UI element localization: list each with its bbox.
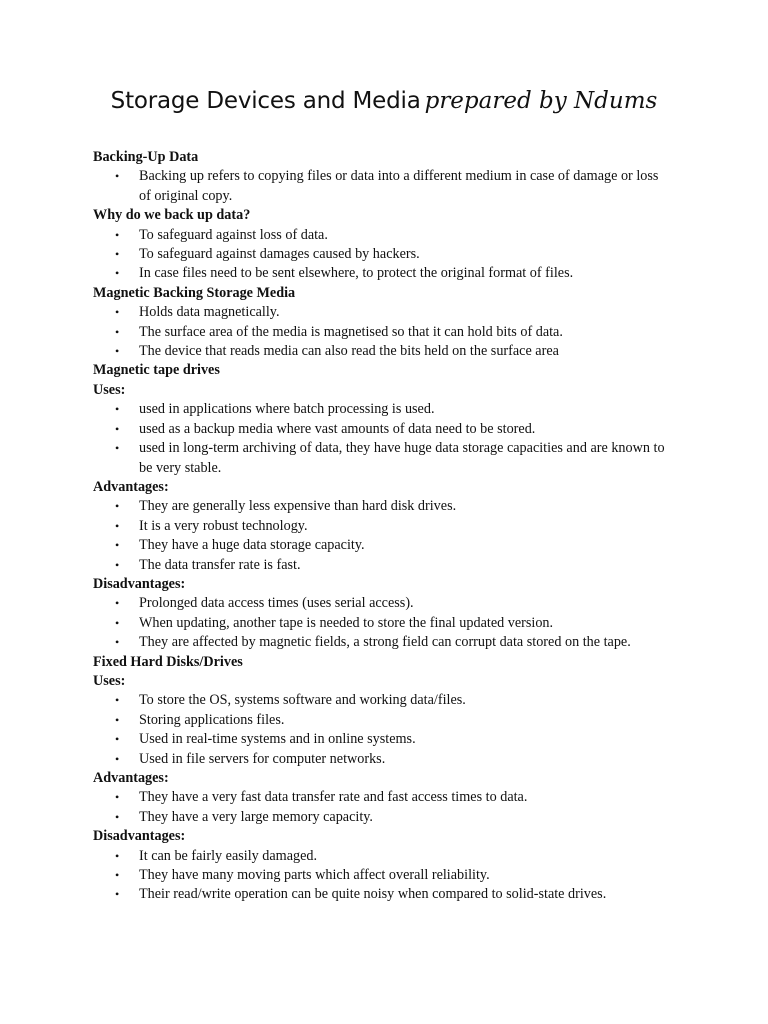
list-item-text: It can be fairly easily damaged.	[139, 847, 318, 864]
section-heading: Advantages:	[93, 770, 169, 786]
list-item	[93, 711, 673, 730]
list-item	[93, 400, 673, 419]
list-item	[93, 226, 673, 245]
list-item	[93, 808, 673, 827]
list-item-text: They are generally less expensive than hard disk drives.	[139, 498, 457, 515]
list-item-text: The device that reads media can also read the bits held on the surface area	[139, 343, 559, 360]
list-item	[93, 633, 673, 652]
bullet-list	[93, 167, 673, 206]
list-item-text: Their read/write operation can be quite noisy when compared to solid-state drives.	[139, 886, 607, 903]
bullet-icon: •	[115, 596, 120, 611]
list-item	[93, 730, 673, 749]
list-item-text: used in applications where batch processing is used.	[139, 401, 435, 418]
bullet-icon: •	[115, 518, 120, 533]
section-heading: Fixed Hard Disks/Drives	[93, 653, 243, 670]
list-item-text: Holds data magnetically.	[139, 304, 280, 321]
list-item-text: Used in real-time systems and in online systems.	[139, 731, 416, 748]
list-item	[93, 847, 673, 866]
bullet-icon: •	[115, 247, 120, 262]
list-item-text: They have a very large memory capacity.	[139, 808, 373, 825]
list-item	[93, 245, 673, 264]
section-heading: Magnetic tape drives	[93, 362, 220, 379]
list-item	[93, 788, 673, 807]
section-heading: Advantages:	[93, 478, 169, 495]
list-item-text: Used in file servers for computer networks.	[139, 750, 386, 767]
list-item	[93, 517, 673, 536]
bullet-list	[93, 594, 673, 652]
list-item-text: The data transfer rate is fast.	[139, 556, 301, 573]
bullet-icon: •	[115, 421, 120, 436]
list-item-text: They have a huge data storage capacity.	[139, 537, 365, 554]
list-item-text: To safeguard against loss of data.	[139, 226, 328, 243]
bullet-list	[93, 400, 673, 478]
bullet-icon: •	[115, 868, 120, 883]
title-byline: prepared by Ndums	[424, 88, 658, 114]
list-item	[93, 594, 673, 613]
bullet-icon: •	[115, 227, 120, 242]
bullet-list	[93, 847, 673, 905]
list-item	[93, 866, 673, 885]
bullet-icon: •	[115, 169, 120, 184]
section-heading: Why do we back up data?	[93, 207, 251, 224]
section-heading: Uses:	[93, 672, 126, 689]
bullet-icon: •	[115, 848, 120, 863]
list-item-text: They are affected by magnetic fields, a strong field can corrupt data stored on the tape.	[139, 634, 631, 651]
list-item	[93, 323, 673, 342]
section-heading: Uses:	[93, 381, 126, 398]
title-main: Storage Devices and Media	[110, 88, 421, 114]
bullet-icon: •	[115, 635, 120, 650]
list-item-text: In case files need to be sent elsewhere, to protect the original format of files.	[139, 265, 574, 282]
list-item-text: They have a very fast data transfer rate and fast access times to data.	[139, 789, 528, 806]
document-title	[0, 88, 768, 114]
bullet-list	[93, 303, 673, 361]
list-item-text: used as a backup media where vast amounts of data need to be stored.	[139, 420, 536, 437]
bullet-icon: •	[115, 344, 120, 359]
bullet-icon: •	[115, 402, 120, 417]
bullet-icon: •	[115, 693, 120, 708]
bullet-icon: •	[115, 809, 120, 824]
section-heading: Magnetic Backing Storage Media	[93, 284, 296, 301]
bullet-icon: •	[115, 615, 120, 630]
bullet-list	[93, 497, 673, 575]
list-item-text: Backing up refers to copying files or data into a different medium in case of damage or loss of original copy.	[139, 168, 659, 204]
list-item	[93, 691, 673, 710]
section-heading: Backing-Up Data	[93, 149, 199, 165]
list-item-text: Prolonged data access times (uses serial access).	[139, 595, 414, 612]
list-item	[93, 342, 673, 361]
bullet-list	[93, 226, 673, 284]
list-item	[93, 614, 673, 633]
list-item	[93, 420, 673, 439]
list-item-text: The surface area of the media is magnetised so that it can hold bits of data.	[139, 323, 563, 340]
list-item-text: They have many moving parts which affect overall reliability.	[139, 867, 490, 884]
bullet-icon: •	[115, 538, 120, 553]
list-item-text: Storing applications files.	[139, 711, 285, 728]
section-heading: Disadvantages:	[93, 828, 186, 845]
bullet-icon: •	[115, 751, 120, 766]
list-item	[93, 497, 673, 516]
list-item	[93, 167, 673, 206]
bullet-list	[93, 788, 673, 827]
bullet-list	[93, 691, 673, 769]
list-item-text: To store the OS, systems software and working data/files.	[139, 692, 466, 709]
list-item	[93, 303, 673, 322]
bullet-icon: •	[115, 305, 120, 320]
bullet-icon: •	[115, 790, 120, 805]
list-item-text: To safeguard against damages caused by hackers.	[139, 246, 420, 263]
list-item	[93, 750, 673, 769]
bullet-icon: •	[115, 712, 120, 727]
bullet-icon: •	[115, 441, 120, 456]
list-item	[93, 264, 673, 283]
list-item-text: It is a very robust technology.	[139, 517, 308, 534]
bullet-icon: •	[115, 732, 120, 747]
bullet-icon: •	[115, 266, 120, 281]
bullet-icon: •	[115, 887, 120, 902]
list-item	[93, 536, 673, 555]
list-item	[93, 439, 673, 478]
bullet-icon: •	[115, 557, 120, 572]
list-item	[93, 885, 673, 904]
section-heading: Disadvantages:	[93, 575, 186, 592]
list-item-text: When updating, another tape is needed to store the final updated version.	[139, 614, 554, 631]
bullet-icon: •	[115, 324, 120, 339]
document-body	[93, 148, 673, 905]
list-item	[93, 556, 673, 575]
list-item-text: used in long-term archiving of data, they have huge data storage capacities and are known to be very stable.	[139, 440, 665, 476]
bullet-icon: •	[115, 499, 120, 514]
